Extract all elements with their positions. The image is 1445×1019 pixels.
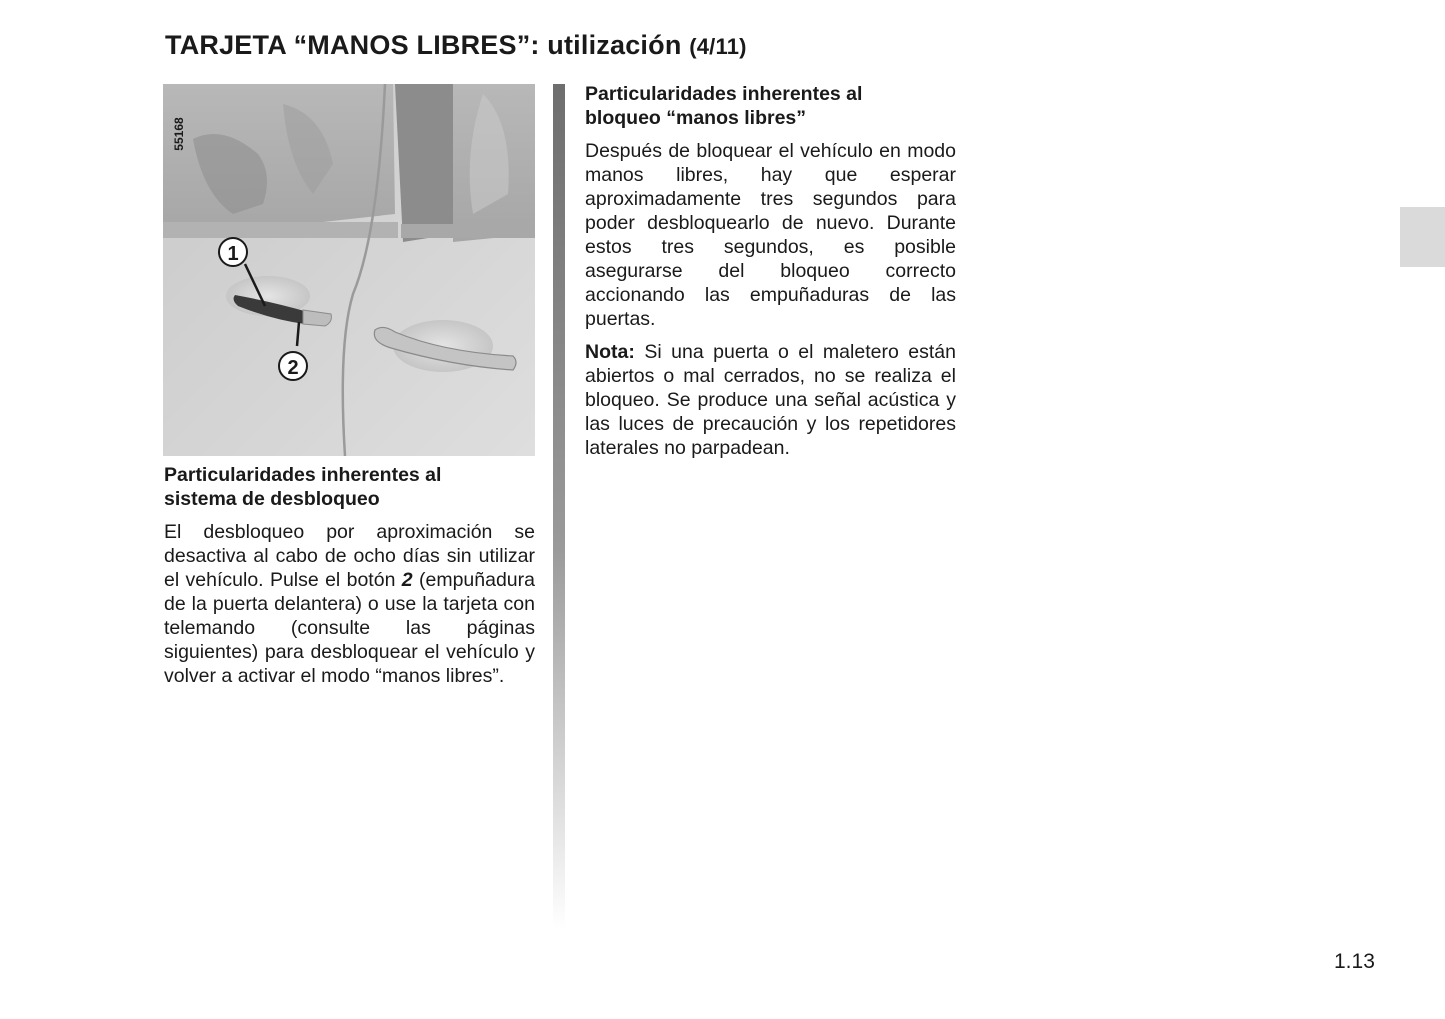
- lock-paragraph: Después de bloquear el vehículo en modo manos libres, hay que esperar aproximadamente tres segundos para poder desbloquearlo de nuevo. Durante estos tres segundos, es posible asegurarse del bloqueo correcto accionando las empuñaduras de las puertas.: [585, 140, 956, 330]
- section-heading-lock: Particularidades inherentes al bloqueo “manos libres”: [585, 83, 863, 129]
- section-heading-unlock: Particularidades inherentes al sistema de desbloqueo: [164, 464, 442, 510]
- page-number: 1.13: [1334, 950, 1375, 973]
- right-column: [585, 82, 956, 469]
- callout-1: [219, 238, 247, 266]
- callout-2-label: 2: [287, 357, 299, 379]
- column-divider: [553, 84, 565, 929]
- image-id: 55168: [172, 117, 186, 151]
- page-count: (4/11): [689, 34, 747, 59]
- callout-2: [279, 352, 307, 380]
- left-column: [164, 463, 535, 697]
- button-reference: 2: [401, 569, 413, 591]
- unlock-paragraph: El desbloqueo por aproximación se desactiva al cabo de ocho días sin utilizar el vehículo. Pulse el botón 2 (empuñadura de la puerta delantera) o use la tarjeta con telemando (consulte las páginas siguientes) para desbloquear el vehículo y volver a activar el modo “manos libres”.: [164, 521, 535, 687]
- door-handle-illustration: [163, 84, 535, 456]
- note-label: Nota:: [585, 341, 635, 363]
- callout-1-label: 1: [227, 243, 239, 265]
- page-title: [165, 30, 747, 61]
- note-paragraph: Nota: Si una puerta o el maletero están abiertos o mal cerrados, no se realiza el bloqueo. Se produce una señal acústica y las luces de precaución y los repetidores laterales no parpadean.: [585, 341, 956, 459]
- chapter-tab: [1400, 207, 1445, 267]
- page-title-text: TARJETA “MANOS LIBRES”: utilización: [165, 30, 682, 60]
